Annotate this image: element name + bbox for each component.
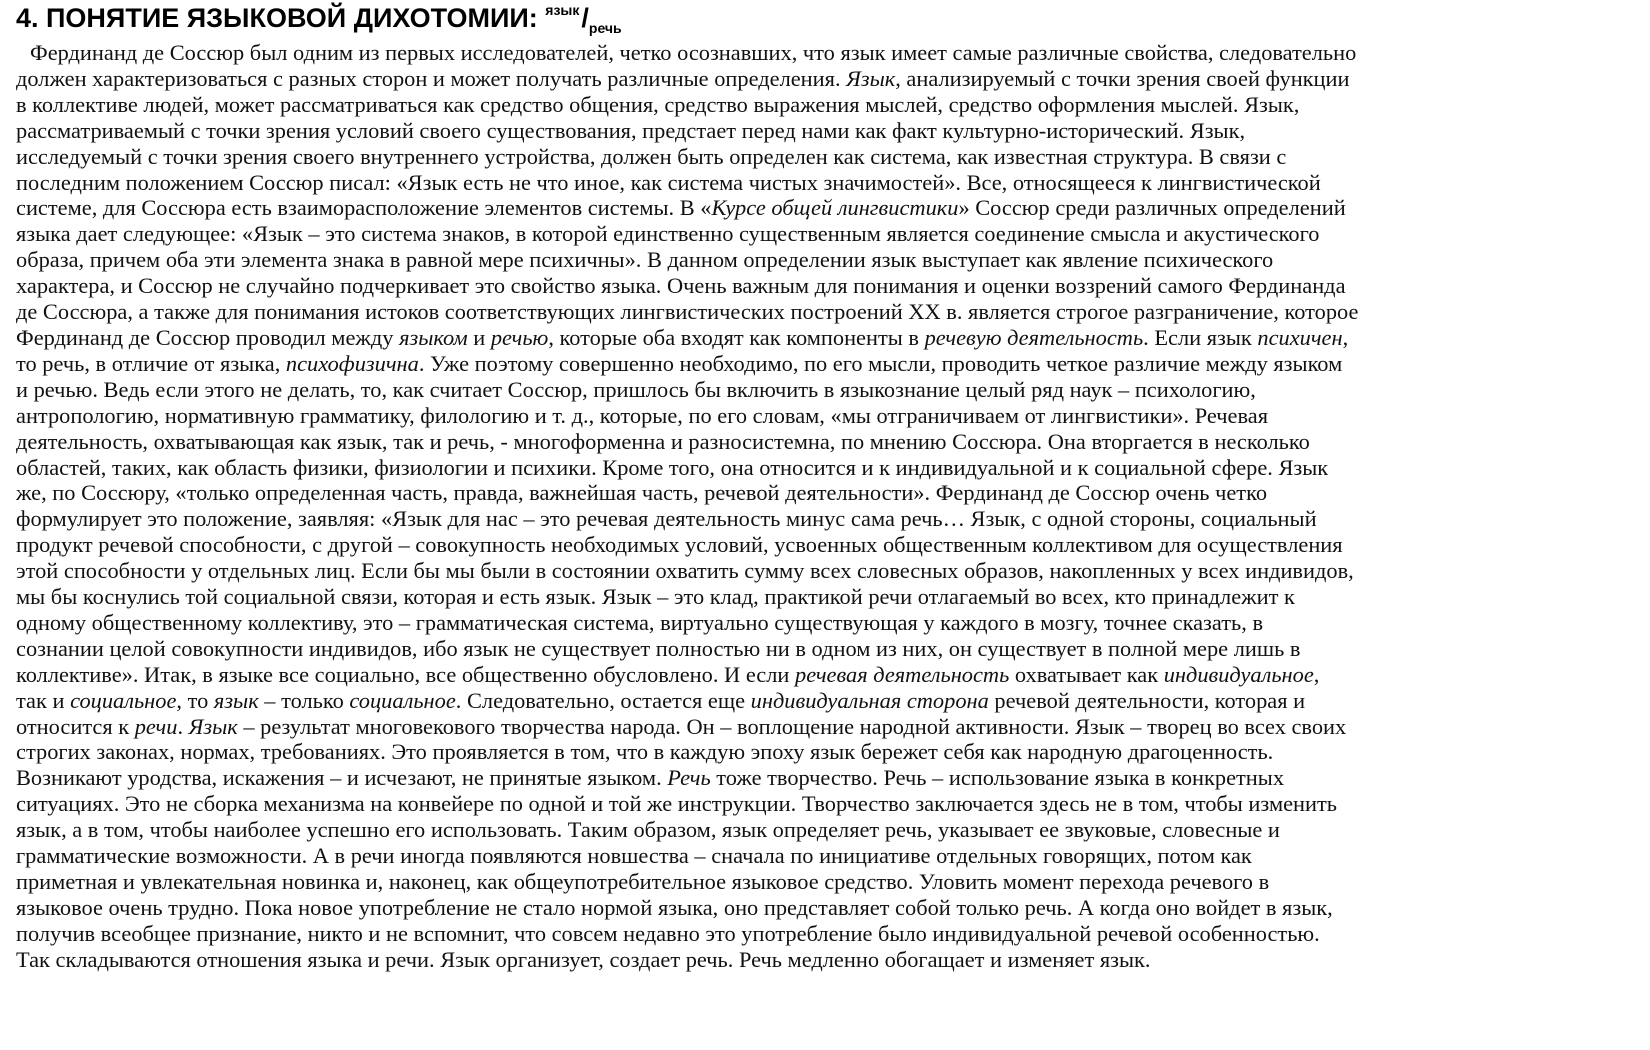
text-line bbox=[16, 610, 1636, 636]
text-run: , bbox=[1313, 661, 1320, 687]
text-run: , то bbox=[176, 687, 214, 713]
text-line bbox=[16, 247, 1636, 273]
text-run: этой способности у отдельных лиц. Если бы мы были в состоянии охватить сумму всех словесных образов, накопленных у всех индивидов, bbox=[16, 558, 1354, 584]
text-line bbox=[16, 532, 1636, 558]
text-line bbox=[16, 895, 1636, 921]
text-run: сознании целой совокупности индивидов, ибо язык не существует полностью ни в одном из них, он существует в полной мере лишь в bbox=[16, 635, 1301, 661]
text-run: » Соссюр среди различных определений bbox=[958, 195, 1346, 221]
text-run: Так складываются отношения языка и речи. Язык организует, создает речь. Речь медленно обогащает и изменяет язык. bbox=[16, 946, 1151, 972]
text-run: исследуемый с точки зрения своего внутреннего устройства, должен быть определен как система, как известная структура. В связи с bbox=[16, 143, 1287, 169]
text-line bbox=[16, 92, 1636, 118]
text-run: охватывает как bbox=[1009, 661, 1164, 687]
text-run: формулирует это положение, заявляя: «Язык для нас – это речевая деятельность минус сама речь… Язык, с одной стороны, социальный bbox=[16, 506, 1317, 532]
text-line bbox=[16, 714, 1636, 740]
text-run: коллективе». Итак, в языке все социально, все общественно обусловлено. И если bbox=[16, 661, 796, 687]
italic-term: Курсе общей лингвистики bbox=[711, 195, 959, 221]
text-line bbox=[16, 869, 1636, 895]
italic-term: Язык bbox=[188, 713, 238, 739]
text-line bbox=[16, 506, 1636, 532]
section-title-subscript: речь bbox=[588, 20, 622, 36]
text-run: Возникают уродства, искажения – и исчезают, не принятые языком. bbox=[16, 765, 668, 791]
italic-term: социальное bbox=[349, 687, 456, 713]
text-run: ситуациях. Это не сборка механизма на конвейере по одной и той же инструкции. Творчество заключается здесь не в том, чтобы изменить bbox=[16, 791, 1338, 817]
text-run: должен характеризоваться с разных сторон и может получать различные определения. bbox=[16, 65, 847, 91]
document-page bbox=[16, 0, 1636, 973]
text-run: . Уже поэтому совершенно необходимо, по его мысли, проводить четкое различие между языком bbox=[418, 350, 1343, 376]
italic-term: речью bbox=[490, 324, 549, 350]
text-run: язык, а в том, чтобы наиболее успешно его использовать. Таким образом, язык определяет речь, указывает ее звуковые, словесные и bbox=[16, 817, 1280, 843]
text-run: характера, и Соссюр не случайно подчеркивает это свойство языка. Очень важным для понимания и оценки воззрений самого Фердинанда bbox=[16, 273, 1346, 299]
text-run: де Соссюра, а также для понимания истоков соответствующих лингвистических построений XX в. является строгое разграничение, которое bbox=[16, 299, 1359, 325]
text-line bbox=[16, 739, 1636, 765]
text-run: получив всеобщее признание, никто и не вспомнит, что совсем недавно это употребление было индивидуальной речевой особенностью. bbox=[16, 920, 1320, 946]
text-run: образа, причем оба эти элемента знака в равной мере психичны». В данном определении язык выступает как явление психического bbox=[16, 247, 1274, 273]
text-run: системе, для Соссюра есть взаиморасположение элементов системы. В « bbox=[16, 195, 712, 221]
text-line bbox=[16, 921, 1636, 947]
text-run: речевой деятельности, которая и bbox=[988, 687, 1306, 713]
text-run: языка дает следующее: «Язык – это система знаков, в которой единственно существенным является соединение смысла и акустического bbox=[16, 221, 1320, 247]
text-run: в коллективе людей, может рассматриваться как средство общения, средство выражения мыслей, средство оформления мыслей. Язык, bbox=[16, 91, 1300, 117]
text-run: последним положением Соссюр писал: «Язык есть не что иное, как система чистых значимостей». Все, относящееся к лингвистической bbox=[16, 169, 1321, 195]
text-run: – результат многовекового творчества народа. Он – воплощение народной активности. Язык – творец во всех своих bbox=[237, 713, 1347, 739]
text-line bbox=[16, 688, 1636, 714]
text-line bbox=[16, 843, 1636, 869]
text-line bbox=[16, 195, 1636, 221]
text-run: . Следовательно, остается еще bbox=[455, 687, 751, 713]
italic-term: Речь bbox=[667, 765, 711, 791]
italic-term: языком bbox=[399, 324, 468, 350]
text-run: областей, таких, как область физики, физиологии и психики. Кроме того, она относится и к индивидуальной и к социальной сфере. Язык bbox=[16, 454, 1329, 480]
text-line bbox=[16, 455, 1636, 481]
italic-term: индивидуальная сторона bbox=[750, 687, 989, 713]
text-run: так и bbox=[16, 687, 71, 713]
text-line bbox=[16, 325, 1636, 351]
text-run: рассматриваемый с точки зрения условий своего существования, предстает перед нами как факт культурно-исторический. Язык, bbox=[16, 117, 1246, 143]
text-run: приметная и увлекательная новинка и, наконец, как общеупотребительное языковое средство. Уловить момент перехода речевого в bbox=[16, 869, 1270, 894]
text-run: и bbox=[467, 324, 491, 350]
text-line bbox=[16, 791, 1636, 817]
text-run: Фердинанд де Соссюр был одним из первых исследователей, четко осознавших, что язык имеет самые различные свойства, следовательно bbox=[30, 40, 1357, 65]
italic-term: психичен bbox=[1257, 324, 1343, 350]
section-title bbox=[16, 0, 1636, 40]
section-title-superscript: язык bbox=[545, 2, 580, 18]
text-line bbox=[16, 480, 1636, 506]
text-run: и речью. Ведь если этого не делать, то, как считает Соссюр, пришлось бы включить в языкознание целый ряд наук – психологию, bbox=[16, 376, 1256, 402]
section-title-main: 4. ПОНЯТИЕ ЯЗЫКОВОЙ ДИХОТОМИИ: bbox=[16, 3, 546, 33]
text-line bbox=[16, 299, 1636, 325]
body-paragraph bbox=[16, 40, 1636, 973]
section-title-slash: / bbox=[581, 3, 589, 33]
text-run: относится к bbox=[16, 713, 135, 739]
text-line bbox=[16, 351, 1636, 377]
text-run: продукт речевой способности, с другой – совокупность необходимых условий, усвоенных общественным коллективом для осуществления bbox=[16, 532, 1343, 558]
text-line bbox=[16, 817, 1636, 843]
text-run: , bbox=[1342, 324, 1349, 350]
italic-term: речевая деятельность bbox=[795, 661, 1010, 687]
text-run: . bbox=[177, 713, 189, 739]
text-line bbox=[16, 273, 1636, 299]
text-line bbox=[16, 584, 1636, 610]
text-line bbox=[16, 636, 1636, 662]
text-run: же, по Соссюру, «только определенная часть, правда, важнейшая часть, речевой деятельности». Фердинанд де Соссюр очень четко bbox=[16, 480, 1268, 506]
italic-term: психофизична bbox=[285, 350, 419, 376]
text-line bbox=[16, 429, 1636, 455]
text-run: , анализируемый с точки зрения своей функции bbox=[895, 65, 1350, 91]
text-run: мы бы коснулись той социальной связи, которая и есть язык. Язык – это клад, практикой речи отлагаемый во всех, кто принадлежит к bbox=[16, 584, 1295, 610]
text-run: деятельность, охватывающая как язык, так и речь, - многоформенна и разносистемна, по мнению Соссюра. Она вторгается в несколько bbox=[16, 428, 1310, 454]
text-line bbox=[16, 403, 1636, 429]
text-line bbox=[16, 947, 1636, 973]
italic-term: речевую деятельность bbox=[924, 324, 1144, 350]
italic-term: язык bbox=[213, 687, 259, 713]
text-line bbox=[16, 40, 1636, 66]
text-line bbox=[16, 558, 1636, 584]
text-run: антропологию, нормативную грамматику, филологию и т. д., которые, по его словам, «мы отграничиваем от лингвистики». Речевая bbox=[16, 402, 1269, 428]
text-line bbox=[16, 66, 1636, 92]
text-line bbox=[16, 662, 1636, 688]
text-line bbox=[16, 170, 1636, 196]
text-line bbox=[16, 765, 1636, 791]
text-line bbox=[16, 118, 1636, 144]
text-run: одному общественному коллективу, это – грамматическая система, виртуально существующая у каждого в мозгу, точнее сказать, в bbox=[16, 609, 1264, 635]
text-run: , которые оба входят как компоненты в bbox=[548, 324, 925, 350]
italic-term: индивидуальное bbox=[1163, 661, 1314, 687]
italic-term: речи bbox=[134, 713, 178, 739]
text-run: строгих законах, нормах, требованиях. Это проявляется в том, что в каждую эпоху язык бережет себя как народную драгоценность. bbox=[16, 739, 1274, 765]
text-run: грамматические возможности. А в речи иногда появляются новшества – сначала по инициативе отдельных говорящих, потом как bbox=[16, 843, 1252, 869]
italic-term: Язык bbox=[846, 65, 896, 91]
text-run: языковое очень трудно. Пока новое употребление не стало нормой языка, оно представляет собой только речь. А когда оно войдет в язык, bbox=[16, 894, 1333, 920]
text-run: тоже творчество. Речь – использование языка в конкретных bbox=[710, 765, 1285, 791]
text-run: . Если язык bbox=[1143, 324, 1258, 350]
text-run: – только bbox=[258, 687, 350, 713]
text-line bbox=[16, 377, 1636, 403]
text-line bbox=[16, 221, 1636, 247]
text-run: Фердинанд де Соссюр проводил между bbox=[16, 324, 400, 350]
italic-term: социальное bbox=[70, 687, 177, 713]
text-line bbox=[16, 144, 1636, 170]
text-run: то речь, в отличие от языка, bbox=[16, 350, 286, 376]
